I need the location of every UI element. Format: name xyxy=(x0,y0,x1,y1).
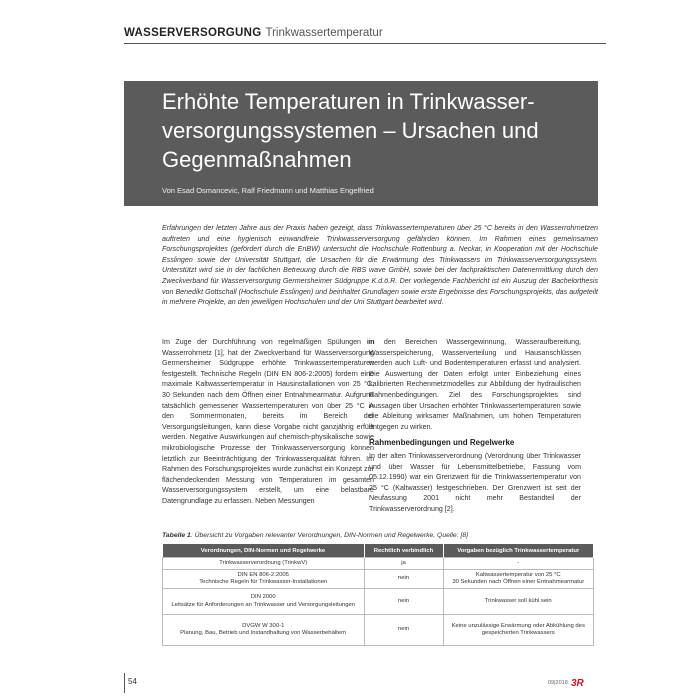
body-column-left xyxy=(162,337,374,507)
title-box xyxy=(124,81,598,206)
body-column-right xyxy=(369,337,581,515)
table-cell: ja xyxy=(364,558,443,570)
page-number: 54 xyxy=(128,677,137,686)
table-cell: nein xyxy=(364,589,443,615)
subsection-label: Trinkwassertemperatur xyxy=(265,27,383,39)
paragraph: in den Bereichen Wassergewinnung, Wasseraufbereitung, Wasserspeicherung, Wasserverteilung und Hausanschlüssen werden auch Luft- und Bodentemperaturen erfasst und analysiert. Die Auswertung der Daten erfolgt unter Einbeziehung eines kalibrierten Rechenmetzmodelles zur Abbildung der hydraulischen Rahmenbedingungen. Ziel des Forschungsprojektes sind Aussagen über Ursachen erhöhter Trinkwassertemperaturen sowie die Ableitung wirksamer Maßnahmen, um hohen Temperaturen entgegen zu wirken. xyxy=(369,338,581,431)
caption-text: : Übersicht zu Vorgaben relevanter Verordnungen, DIN-Normen und Regelwerke, Quelle: [8] xyxy=(190,532,469,539)
table-row xyxy=(163,615,594,646)
table-cell: DVGW W 300-1 Planung, Bau, Betrieb und Instandhaltung von Wasserbehältern xyxy=(163,615,365,646)
running-header xyxy=(124,23,606,44)
abstract: Erfahrungen der letzten Jahre aus der Praxis haben gezeigt, dass Trinkwassertemperaturen über 25 °C bereits in den Wasserrohrnetzen auftreten und eine hygienisch einwandfreie Trinkwasserversorgung gefährden können. Im Rahmen eines gemeinsamen Forschungsprojektes (gefördert durch die EnBW) untersucht die Hochschule Rottenburg a. Neckar, in Kooperation mit der Hochschule Esslingen sowie der Universität Stuttgart, die Ursachen für die Erwärmung des Trinkwassers im Trinkwasserversorgungssystem. Unterstützt wird sie in der fachlichen Betreuung durch die RBS wave GmbH, sowie bei der fachpraktischen Datenermittlung durch den Zweckverband für Wasserversorgung Germersheimer Südgruppe K.d.ö.R. Der vorliegende Fachbericht ist ein Auszug der Bachelorthesis von Benedikt Gottschall (Hochschule Esslingen) und beinhaltet Grundlagen sowie erste Ergebnisse des Forschungsprojekts, das aufgeteilt in mehrere Projekte, an den jeweiligen Hochschulen und der Uni Stuttgart bearbeitet wird. xyxy=(162,224,598,307)
column-header: Verordnungen, DIN-Normen und Regelwerke xyxy=(163,544,365,558)
issue-label: 09|2018 xyxy=(548,680,568,686)
table-cell: nein xyxy=(364,570,443,589)
regulations-table xyxy=(162,544,594,646)
table-cell: Trinkwasserverordnung (TrinkwV) xyxy=(163,558,365,570)
caption-label: Tabelle 1 xyxy=(162,532,191,539)
table-cell: Trinkwasser soll kühl sein xyxy=(443,589,594,615)
table-cell: DIN 2000 Leitsätze für Anforderungen an Trinkwasser und Versorgungsleitungen xyxy=(163,589,365,615)
table-cell: Kaltwassertemperatur von 25 °C 30 Sekunden nach Öffnen einer Entnahmearmatur xyxy=(443,570,594,589)
paragraph: In der alten Trinkwasserverordnung (Verordnung über Trinkwasser und über Wasser für Lebensmittelbetriebe, Fassung vom 05.12.1990) war ein Grenzwert für die Trinkwassertemperatur von 25 °C (Kaltwasser) festgeschrieben. Der Grenzwert ist seit der Neufassung 2001 nicht mehr Bestandteil der Trinkwasserverordnung [2]. xyxy=(369,451,581,513)
logo-text: 3R xyxy=(571,678,584,687)
table-cell: - xyxy=(443,558,594,570)
table-row xyxy=(163,589,594,615)
table-cell: Keine unzulässige Erwärmung oder Abkühlung des gespeicherten Trinkwassers xyxy=(443,615,594,646)
authors: Von Esad Osmancevic, Ralf Friedmann und Matthias Engelfried xyxy=(162,186,374,195)
table-row xyxy=(163,570,594,589)
table-row xyxy=(163,558,594,570)
table-caption xyxy=(162,532,598,539)
column-header: Vorgaben bezüglich Trinkwassertemperatur xyxy=(443,544,594,558)
article-title: Erhöhte Temperaturen in Trinkwasser-versorgungssystemen – Ursachen und Gegenmaßnahmen xyxy=(162,89,539,172)
table-cell: nein xyxy=(364,615,443,646)
paragraph: Im Zuge der Durchführung von regelmäßigen Spülungen im Wasserrohrnetz [1], hat der Zweckverband für Wasserversorgung Germersheimer Südgruppe erhöhte Trinkwassertemperaturen festgestellt. Technische Regeln (DIN EN 806-2:2005) fordern eine maximale Kaltwassertemperatur in Hausinstallationen von 25 °C, 30 Sekunden nach dem Öffnen einer Entnahmearmatur. Aufgrund tatsächlich gemessener Wassertemperaturen von über 25 °C in den Sommermonaten, bereits im Bereich der Versorgungsleitungen, kann diese Vorgabe nicht ganzjährig erfüllt werden. Negative Auswirkungen auf chemisch-physikalische sowie mikrobiologische Prozesse der Trinkwasserversorgung können letztlich zur Beeinträchtigung der Trinkwasserqualität führen. Im Rahmen des Forschungsprojektes wurde zunächst ein Konzept zur flächendeckenden Messung von Temperaturen im gesamten Wasserversorgungssystem erstellt, um eine belastbare Datengrundlage zu erfassen. Neben Messungen xyxy=(162,338,374,505)
footer-divider xyxy=(124,673,125,693)
publisher-logo xyxy=(571,677,599,687)
section-label: WASSERVERSORGUNG xyxy=(124,27,262,39)
section-heading: Rahmenbedingungen und Regelwerke xyxy=(369,438,515,448)
table-cell: DIN EN 806-2:2005 Technische Regeln für Trinkwasser-Installationen xyxy=(163,570,365,589)
column-header: Rechtlich verbindlich xyxy=(364,544,443,558)
